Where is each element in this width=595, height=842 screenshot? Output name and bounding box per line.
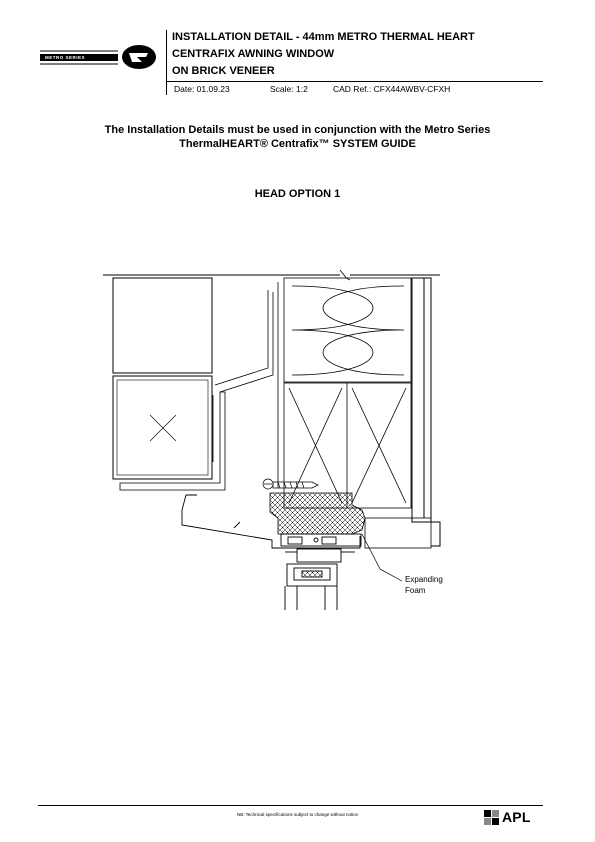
expanding-foam: [270, 493, 365, 534]
awning-sash: [285, 564, 337, 610]
intro-line-1: The Installation Details must be used in conjunction with the Metro Series: [104, 124, 491, 136]
section-heading: HEAD OPTION 1: [254, 188, 341, 200]
cavity-flashing: [215, 282, 278, 488]
series-label: METRO SERIES: [45, 55, 86, 60]
foam-annotation-line-1: Expanding: [405, 575, 443, 584]
document-date: Date: 01.09.23: [174, 84, 230, 94]
document-title-line-1: INSTALLATION DETAIL - 44mm METRO THERMAL HEART: [172, 31, 475, 43]
apl-logo-mark-icon: [484, 810, 500, 826]
document-scale: Scale: 1:2: [270, 84, 308, 94]
foam-annotation-line-2: Foam: [405, 586, 426, 595]
foam-leader-line: [362, 534, 402, 581]
timber-head: [284, 383, 411, 508]
fixing-screw: [263, 479, 318, 489]
apl-logo: [484, 809, 546, 827]
apl-wordmark: APL: [502, 809, 531, 825]
cad-reference: CAD Ref.: CFX44AWBV-CFXH: [333, 84, 451, 94]
document-title-line-3: ON BRICK VENEER: [172, 65, 275, 77]
brick-veneer: [113, 278, 212, 479]
document-title-line-2: CENTRAFIX AWNING WINDOW: [172, 48, 335, 60]
wall-insulation: [284, 278, 411, 382]
intro-line-2: ThermalHEART® Centrafix™ SYSTEM GUIDE: [179, 138, 416, 150]
wall-lining: [412, 278, 440, 546]
footer-note: NB: Technical specifications subject to change without notice: [237, 812, 358, 817]
footer-rule: [38, 805, 543, 806]
